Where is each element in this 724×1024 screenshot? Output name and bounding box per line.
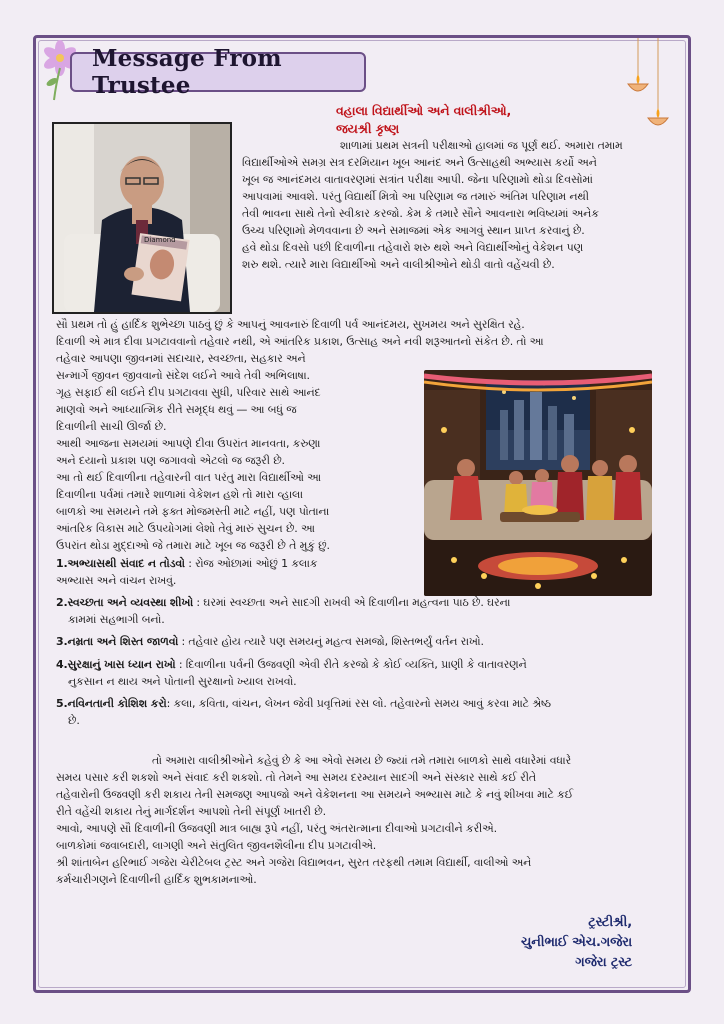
para1-line: આપવામાં આવશે. પરંતુ વિદ્યાર્થી મિત્રો આ પરિણામ જ તમારું અંતિમ પરિણામ નથી [242, 190, 589, 203]
para3-line: આંતરિક વિકાસ માટે ઉપયોગમાં લેશો તેવું મારું સુચન છે. આ [56, 522, 315, 535]
para3-line: બાળકો આ સમયને તમે ફક્ત મોજમસ્તી માટે નહીં, પણ પોતાના [56, 505, 330, 518]
diya-lamps-icon [616, 38, 676, 138]
para4-line: આવો, આપણે સૌ દિવાળીની ઉજવણી માત્ર બાહ્ય રૂપે નહીં, પરંતુ અંતરાત્માના દીવાઓ પ્રગટાવીને કરીએ. [56, 822, 497, 835]
signature-title: ટ્રસ્ટીશ્રી, [588, 915, 632, 930]
para2-line: દિવાળી એ માત્ર દીવા પ્રગટાવવાનો તહેવાર નથી, એ આંતરિક પ્રકાશ, ઉત્સાહ અને નવી શરૂઆતનો સંકેત છે. તો આ [56, 335, 544, 348]
point-2-cont: કામમાં સહભાગી બનો. [68, 613, 165, 626]
point-3 [56, 633, 484, 650]
point-title: અભ્યાસથી સંવાદ ન તોડવો [67, 557, 185, 570]
point-text: : દિવાળીના પર્વની ઉજવણી એવી રીતે કરજો કે કોઈ વ્યક્તિ, પ્રાણી કે વાતાવરણને [175, 658, 527, 671]
para1-line: વિદ્યાર્થીઓએ સમગ્ર સત્ર દરમિયાન ખૂબ આનંદ અને ઉત્સાહથી અભ્યાસ કર્યો અને [242, 156, 597, 169]
point-5-cont: છે. [68, 714, 80, 727]
para2-line: સૌ પ્રથમ તો હું હાર્દિક શુભેચ્છા પાઠવું છું કે આપનું આવનારું દિવાળી પર્વ આનંદમય, સુખમય અને સુરક્ષિત રહે. [56, 318, 525, 331]
para3-line: સન્માર્ગે જીવન જીવવાનો સંદેશ લઈને આવે તેવી અભિલાષા. [56, 369, 310, 382]
point-number: 5. [56, 697, 68, 710]
para1-line: શરુ થશે. ત્યારે મારા વિદ્યાર્થીઓ અને વાલીશ્રીઓને થોડી વાતો વહેંચવી છે. [242, 258, 555, 271]
point-2 [56, 594, 510, 611]
point-4-cont: નુકસાન ન થાય અને પોતાની સુરક્ષાનો ખ્યાલ રાખવો. [68, 675, 297, 688]
para3-line: ઉપરાંત થોડા મુદ્દાઓ જે તમારા માટે ખૂબ જ જરૂરી છે તે મુકું છું. [56, 539, 330, 552]
svg-text:Diamond: Diamond [144, 236, 176, 244]
para3-line: આ તો થઈ દિવાળીના તહેવારની વાત પરંતુ મારા વિદ્યાર્થીઓ આ [56, 471, 322, 484]
point-title: સુરક્ષાનું ખાસ ધ્યાન રાખો [67, 658, 176, 671]
para1-line: ઉચ્ચ પરિણામો મેળવવાના છે અને સમાજમાં એક આગવું સ્થાન પ્રાપ્ત કરવાનું છે. [242, 224, 585, 237]
para3-line: ગૃહ સફાઈ થી લઈને દીપ પ્રગટાવવા સુધી, પરિવાર સાથે આનંદ [56, 386, 321, 399]
point-title: નમ્રતા અને શિસ્ત જાળવો [67, 635, 179, 648]
para4-line: શ્રી શાંતાબેન હરિભાઈ ગજેરા ચેરીટેબલ ટ્રસ્ટ અને ગજેરા વિદ્યાભવન, સુરત તરફથી તમામ વિદ્યાર્થી, વાલીઓ અને [56, 856, 532, 869]
signature-name: ચુનીભાઈ એચ.ગજેરા [520, 935, 632, 950]
para4-line: કર્મચારીગણને દિવાળીની હાર્દિક શુભકામનાઓ. [56, 873, 257, 886]
trustee-photo [52, 122, 232, 314]
para3-line: તહેવાર આપણા જીવનમાં સદાચાર, સ્વચ્છતા, સહકાર અને [56, 352, 306, 365]
para3-line: દિવાળીના પર્વમાં તમારે શાળામાં વેકેશન હશે તો મારા વ્હાલા [56, 488, 303, 501]
para3-line: દિવાળીની સાચી ઊર્જા છે. [56, 420, 167, 433]
para1-line: શાળામાં પ્રથમ સત્રની પરીક્ષાઓ હાલમાં જ પૂર્ણ થઈ. અમારા તમામ [340, 139, 623, 152]
title-banner [70, 45, 366, 99]
para1-line: તેવી ભાવના સાથે તેનો સ્વીકાર કરજો. કેમ કે તમારે સૌને આવનારા ભવિષ્યમાં અનેક [242, 207, 599, 220]
greeting-line-1: વહાલા વિદ્યાર્થીઓ અને વાલીશ્રીઓ, [336, 103, 512, 118]
point-1 [56, 555, 317, 572]
para3-line: આથી આજના સમયમાં આપણે દીવા ઉપરાંત માનવતા, કરુણા [56, 437, 321, 450]
signature-org: ગજેરા ટ્રસ્ટ [575, 955, 632, 970]
point-4 [56, 656, 527, 673]
para3-line: અને દયાનો પ્રકાશ પણ જગાવવો એટલો જ જરૂરી છે. [56, 454, 285, 467]
para3-line: માણવો અને આધ્યાત્મિક રીતે સમૃદ્ધ થવું — આ બધું જ [56, 403, 297, 416]
point-title: નવિનતાની કોશિશ કરો [67, 697, 167, 710]
point-text: : કલા, કવિતા, વાંચન, લેખન જેવી પ્રવૃત્તિમાં રસ લો. તહેવારનો સમય આવું કરવા માટે શ્રેષ્ઠ [166, 697, 551, 710]
para1-line: હવે થોડા દિવસો પછી દિવાળીના તહેવારો શરુ થશે અને વિદ્યાર્થીઓનું વેકેશન પણ [242, 241, 584, 254]
point-number: 4. [56, 658, 68, 671]
family-diwali-photo [424, 370, 652, 596]
point-title: સ્વચ્છતા અને વ્યવસ્થા શીખો [67, 596, 194, 609]
para4-line: તહેવારોની ઉજવણી કરી શકાય તેની સમજણ આપજો અને વેકેશનના આ સમયને અભ્યાસ માટે કે નવું શીખવા માટે કઈ [56, 788, 574, 801]
point-number: 3. [56, 635, 68, 648]
point-text: : રોજ ઓછામાં ઓછું 1 કલાક [184, 557, 318, 570]
point-5 [56, 695, 551, 712]
page-title: Message From Trustee [92, 45, 282, 99]
point-text: : ઘરમાં સ્વચ્છતા અને સાદગી રાખવી એ દિવાળીના મહત્વના પાઠ છે. ઘરના [193, 596, 511, 609]
point-text: : તહેવાર હોય ત્યારે પણ સમયનું મહત્વ સમજો, શિસ્તભર્યું વર્તન રાખો. [178, 635, 484, 648]
para4-line: તો અમારા વાલીશ્રીઓને કહેવું છે કે આ એવો સમય છે જ્યાં તમે તમારા બાળકો સાથે વધારેમાં વધારે [152, 754, 572, 767]
para4-line: બાળકોમાં જવાબદારી, લાગણી અને સંતુલિત જીવનશૈલીના દીપ પ્રગટાવીએ. [56, 839, 377, 852]
point-1-cont: અભ્યાસ અને વાંચન રાખવું. [56, 574, 177, 587]
greeting-line-2: જયશ્રી કૃષ્ણ [336, 121, 400, 136]
point-number: 1. [56, 557, 68, 570]
para1-line: ખૂબ જ આનંદમય વાતાવરણમાં સત્રાંત પરીક્ષા આપી. જેના પરિણામો થોડા દિવસોમાં [242, 173, 593, 186]
para4-line: સમય પસાર કરી શકશો અને સંવાદ કરી શકશો. તો તેમને આ સમય દરમ્યાન સાદગી અને સંસ્કાર સાથે કઈ રીતે [56, 771, 537, 784]
point-number: 2. [56, 596, 68, 609]
para4-line: રીતે વહેંચી શકાય તેનું માર્ગદર્શન આપશો તેની સંપૂર્ણ ખાતરી છે. [56, 805, 326, 818]
